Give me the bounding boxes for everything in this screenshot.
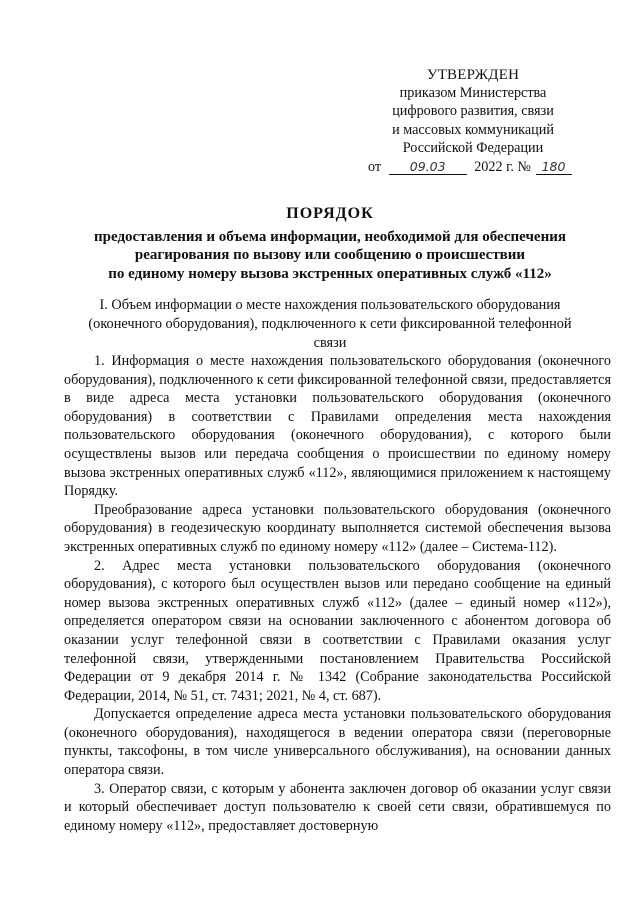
date-prefix: от xyxy=(368,159,382,176)
approval-line: Российской Федерации xyxy=(402,139,544,156)
document-subtitle-line: предоставления и объема информации, необходимой для обеспечения xyxy=(94,228,566,245)
document-body xyxy=(64,352,611,835)
document-subtitle-line: по единому номеру вызова экстренных оперативных служб «112» xyxy=(108,265,552,282)
document-title-block xyxy=(60,205,600,283)
approval-line: цифрового развития, связи xyxy=(392,103,554,120)
approval-date-row xyxy=(368,158,578,176)
paragraph-3: 2. Адрес места установки пользовательского оборудования (оконечного оборудования), с которого был осуществлен вызов или передано сообщение на единый номер вызова экстренных оперативных служб «112» (далее – единый номер «112»), определяется оператором связи на основании заключенного с абонентом договора об оказании услуг телефонной связи в соответствии с Правилами оказания услуг телефонной связи, утвержденными постановлением Правительства Российской Федерации от 9 декабря 2014 г. № 1342 (Собрание законодательства Российской Федерации, 2014, № 51, ст. 7431; 2021, № 4, ст. 687). xyxy=(64,557,611,704)
document-subtitle-line: реагирования по вызову или сообщению о происшествии xyxy=(134,247,526,263)
handwritten-date: 09.03 xyxy=(389,159,467,175)
approval-title: УТВЕРЖДЕН xyxy=(426,67,520,83)
approval-stamp xyxy=(368,66,578,176)
paragraph-2: Преобразование адреса установки пользовательского оборудования (оконечного оборудования) в геодезическую координату выполняется системой обеспечения вызова экстренных оперативных служб по единому номеру «112» (далее – Система-112). xyxy=(64,501,611,555)
paragraph-1: 1. Информация о месте нахождения пользовательского оборудования (оконечного оборудования), подключенного к сети фиксированной телефонной связи, предоставляется в виде адреса места установки пользовательского оборудования (оконечного оборудования) в соответствии с Правилами определения места нахождения пользовательского оборудования (оконечного оборудования), с которого были осуществлены вызов или передача сообщения о происшествии по единому номеру вызова экстренных оперативных служб «112», являющимися приложением к настоящему Порядку. xyxy=(64,353,611,500)
document-title: ПОРЯДОК xyxy=(286,205,374,222)
paragraph-4: Допускается определение адреса места установки пользовательского оборудования (оконечного оборудования), находящегося в ведении оператора связи (переговорные пункты, таксофоны, в том числе универсального обслуживания), на основании данных оператора связи. xyxy=(64,706,611,779)
section-heading-line: (оконечного оборудования), подключенного к сети фиксированной телефонной xyxy=(88,316,572,332)
handwritten-order-number: 180 xyxy=(536,159,572,175)
section-heading-line: I. Объем информации о месте нахождения пользовательского оборудования xyxy=(99,297,561,313)
year-text: 2022 г. № xyxy=(474,159,531,176)
section-heading xyxy=(60,296,600,353)
approval-line: приказом Министерства xyxy=(399,85,547,102)
paragraph-5: 3. Оператор связи, с которым у абонента заключен договор об оказании услуг связи и который обеспечивает доступ пользователю к своей сети связи, обратившемуся по единому номеру «112», предоставляет достоверную xyxy=(64,780,611,834)
approval-line: и массовых коммуникаций xyxy=(392,121,554,138)
section-heading-line: связи xyxy=(313,335,347,351)
